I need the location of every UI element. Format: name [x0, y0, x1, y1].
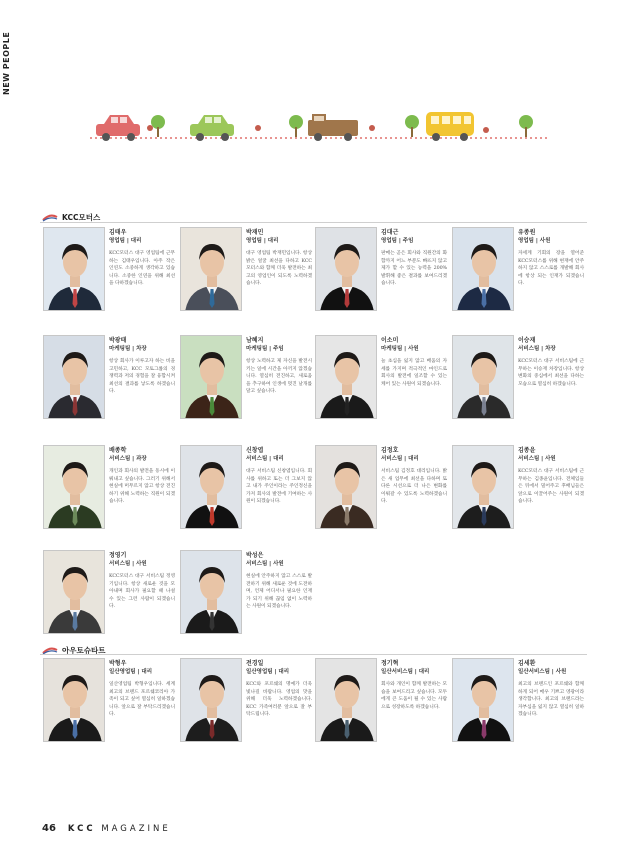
profile-name: 정기혁 — [381, 660, 399, 667]
profile-role: 영업팀 | 대리 — [109, 238, 142, 244]
profile-card — [180, 445, 310, 540]
profile-info — [109, 660, 175, 719]
profile-name: 정영기 — [109, 552, 127, 559]
profile-info — [246, 337, 312, 396]
profile-name: 배종학 — [109, 447, 127, 454]
profile-bio: 판매는 곧은 회사와 직원간의 화합까지 어느 부분도 빠뜨지 않고 제가 할 수 있는 능력을 200% 발휘해 좋은 결과를 보여드리겠습니다. — [381, 251, 447, 286]
section-divider — [40, 222, 587, 223]
profile-role: 영업팀 | 주임 — [381, 238, 414, 244]
section-title: 아우토슈타트 — [62, 646, 106, 655]
profile-card — [315, 658, 445, 753]
profile-photo — [43, 658, 105, 742]
section-title: KCC모터스 — [62, 213, 101, 222]
profile-photo — [452, 335, 514, 419]
profile-photo — [315, 227, 377, 311]
profile-photo — [43, 335, 105, 419]
profile-role: 마케팅팀 | 주임 — [246, 346, 284, 352]
profile-photo — [43, 550, 105, 634]
profile-bio: 항상 회사가 이루고자 하는 비을 고민하고, KCC 모토그룹의 경쟁력과 저의 경험을 잘 융합시켜 최선의 결과를 낳도록 하겠습니다. — [109, 359, 175, 394]
profile-photo — [43, 445, 105, 529]
profile-role: 일산서비스팀 | 대리 — [381, 669, 430, 675]
profile-photo — [180, 550, 242, 634]
profile-bio: 대구 영업팀 박재민입니다. 항상 밝은 얼굴 최선을 다하고 KCC모터스와 함께 더욱 발전하는 최고의 영업인이 되도록 노력하겠습니다. — [246, 251, 312, 286]
profile-name: 이승재 — [518, 337, 536, 344]
profile-card — [180, 550, 310, 645]
profile-info — [381, 337, 447, 388]
red-car-icon — [96, 115, 140, 141]
side-section-label: NEW PEOPLE — [2, 31, 11, 95]
profile-card — [43, 445, 173, 540]
profile-bio: 항상 노력하고 제 자신을 발전시키는 일에 시간을 아끼지 않겠습니다. 열심히 전진하고, 새로움을 추구하여 인생에 멋진 날개를 달고 싶습니다. — [246, 359, 312, 394]
tree-icon — [405, 115, 419, 137]
brown-truck-icon — [308, 114, 358, 141]
profile-name: 박재민 — [246, 229, 264, 236]
profile-name: 신창엽 — [246, 447, 264, 454]
profile-card — [452, 445, 582, 540]
profile-card — [315, 445, 445, 540]
profile-info — [246, 660, 312, 719]
profile-card — [180, 227, 310, 322]
profile-info — [381, 229, 447, 288]
profile-name: 김정호 — [381, 447, 399, 454]
profile-role: 일산서비스팀 | 사원 — [518, 669, 567, 675]
profile-info — [518, 229, 584, 288]
profile-role: 일산영업팀 | 대리 — [246, 669, 290, 675]
tree-icon — [151, 115, 165, 137]
profile-info — [381, 447, 447, 506]
yellow-bus-icon — [426, 112, 474, 141]
profile-info — [381, 660, 447, 711]
profile-card — [315, 227, 445, 322]
profile-name: 유종원 — [518, 229, 536, 236]
profile-photo — [452, 658, 514, 742]
profile-bio: 대구 서비스팀 신창엽입니다. 회사를 위하고 또는 더 그보지 않고 내가 주인이라는 주인정신을 가져 회사의 발전에 기여하는 사원이 되겠습니다. — [246, 469, 312, 504]
profile-role: 서비스팀 | 사원 — [518, 456, 556, 462]
profile-card — [43, 550, 173, 645]
profile-card — [180, 335, 310, 430]
profile-bio: KCC모터스 대구 서비스팀에 근무하는 이승재 차장입니다. 항상 변화의 중심에서 최선을 다하는 모습으로 열심히 하겠습니다. — [518, 359, 584, 387]
profile-role: 서비스팀 | 대리 — [246, 456, 284, 462]
profile-role: 서비스팀 | 대리 — [381, 456, 419, 462]
profile-role: 서비스팀 | 사원 — [109, 561, 147, 567]
profile-info — [109, 337, 175, 396]
profile-name: 김세환 — [518, 660, 536, 667]
profile-photo — [43, 227, 105, 311]
profile-photo — [180, 658, 242, 742]
profile-info — [109, 552, 175, 611]
profile-role: 마케팅팀 | 사원 — [381, 346, 419, 352]
profile-name: 박성은 — [246, 552, 264, 559]
vehicle-banner-illustration — [90, 100, 550, 145]
profile-name: 김대근 — [381, 229, 399, 236]
kcc-swoosh-logo-icon — [42, 214, 58, 222]
section-divider — [40, 654, 587, 655]
page-footer — [42, 823, 171, 834]
profile-bio: KCC모터스 대구 영업팀에 근무하는 김태우입니다. 아주 작은 인연도 소중하게 생각하고 있습니다. 소중한 인연을 위해 최선을 다하겠습니다. — [109, 251, 175, 286]
profile-role: 서비스팀 | 차장 — [518, 346, 556, 352]
profile-bio: KCC모터스 대구 서비스팀에 근무하는 김종윤입니다. 전체입들은 뒤에서 밀어주고 후배님들은 앞으로 이끌어주는 사원이 되겠습니다. — [518, 469, 584, 504]
profile-info — [109, 229, 175, 288]
profile-bio: 일산영업팀 박형우입니다. 세계 최고의 브랜드 포르쉐코리아 가족이 되고 싶어 열심히 일하겠습니다. 앞으로 잘 부탁드리겠습니다. — [109, 682, 175, 717]
profile-role: 서비스팀 | 과장 — [109, 456, 147, 462]
profile-bio: KCC와 포르쉐의 명예가 더욱 빛나길 바랍니다. 영업의 맛을 위해 더욱 노력하겠습니다. KCC 가족여러분 앞으로 잘 부탁드립니다. — [246, 682, 312, 717]
profile-info — [518, 447, 584, 506]
profile-bio: 늘 초심을 잃지 않고 배움의 자세를 가지며 적극적인 마인드로 회사의 발전에 일조할 수 있는 케어 있는 사원이 되겠습니다. — [381, 359, 447, 387]
profile-photo — [180, 227, 242, 311]
profile-role: 마케팅팀 | 차장 — [109, 346, 147, 352]
magazine-brand: KCC — [67, 824, 96, 834]
profile-info — [246, 229, 312, 288]
profile-name: 박형우 — [109, 660, 127, 667]
tree-icon — [519, 115, 533, 137]
profile-bio: 개인과 회사의 발전을 동시에 이뤄내고 싶습니다. 그러기 위해서 현실에 머무르지 않고 항상 전진하기 위해 노력하는 직원이 되겠습니다. — [109, 469, 175, 504]
magazine-title — [68, 824, 171, 834]
green-car-icon — [190, 115, 234, 141]
profile-card — [452, 227, 582, 322]
profile-role: 영업팀 | 사원 — [518, 238, 551, 244]
profile-photo — [452, 227, 514, 311]
magazine-name: MAGAZINE — [101, 824, 171, 834]
profile-name: 전경일 — [246, 660, 264, 667]
profile-photo — [452, 445, 514, 529]
profile-photo — [315, 335, 377, 419]
profile-name: 김태우 — [109, 229, 127, 236]
profile-info — [246, 447, 312, 506]
profile-bio: 회사와 개인이 함께 발전하는 모습을 보여드리고 싶습니다. 모두에게 큰 도움이 될 수 있는 사람으로 성장하도록 하겠습니다. — [381, 682, 447, 710]
profile-role: 일산영업팀 | 대리 — [109, 669, 153, 675]
profile-bio: KCC모터스 대구 서비스팀 정영기입니다. 항상 새로운 것을 모아내며 회사가 필요할 때 나설 수 있는 그런 사람이 되겠습니다. — [109, 574, 175, 609]
profile-name: 박광태 — [109, 337, 127, 344]
profile-role: 영업팀 | 대리 — [246, 238, 279, 244]
profile-bio: 자세계 기회의 장을 열어준 KCC모터스를 위해 현재에 안주하지 않고 스스로를 개발해 회사에 항상 되는 인재가 되겠습니다. — [518, 251, 584, 286]
profile-photo — [180, 335, 242, 419]
profile-role: 서비스팀 | 사원 — [246, 561, 284, 567]
profile-name: 이소미 — [381, 337, 399, 344]
profile-card — [43, 335, 173, 430]
profile-card — [315, 335, 445, 430]
profile-card — [43, 227, 173, 322]
profile-info — [518, 660, 584, 719]
tree-icon — [289, 115, 303, 137]
profile-photo — [315, 658, 377, 742]
profile-photo — [180, 445, 242, 529]
profile-card — [180, 658, 310, 753]
profile-photo — [315, 445, 377, 529]
profile-card — [452, 335, 582, 430]
profile-bio: 현실에 안주하지 않고 스스로 발전하기 위해 새로운 것에 도전하며, 언제 어디서나 필요한 인재가 되기 위해 끊임 없이 노력하는 사원이 되겠습니다. — [246, 574, 312, 609]
profile-name: 김종윤 — [518, 447, 536, 454]
profile-card — [43, 658, 173, 753]
profile-info — [518, 337, 584, 388]
profile-bio: 최고의 브랜드인 포르쉐와 함께 하게 되어 매우 기쁘고 영광이라 생각합니다. 최고의 브랜드라는 자부심을 잃지 않고 열심히 일하겠습니다. — [518, 682, 584, 717]
profile-card — [452, 658, 582, 753]
profile-bio: 서비스팀 김정호 대리입니다. 밝은 새 업무에 최선을 다하며 또 다른 시선으로 더 나은 변화를 이뤄갈 수 있도록 노력하겠습니다. — [381, 469, 447, 504]
page-number: 46 — [42, 823, 56, 834]
profile-name: 남혜지 — [246, 337, 264, 344]
profile-info — [246, 552, 312, 611]
profile-info — [109, 447, 175, 506]
